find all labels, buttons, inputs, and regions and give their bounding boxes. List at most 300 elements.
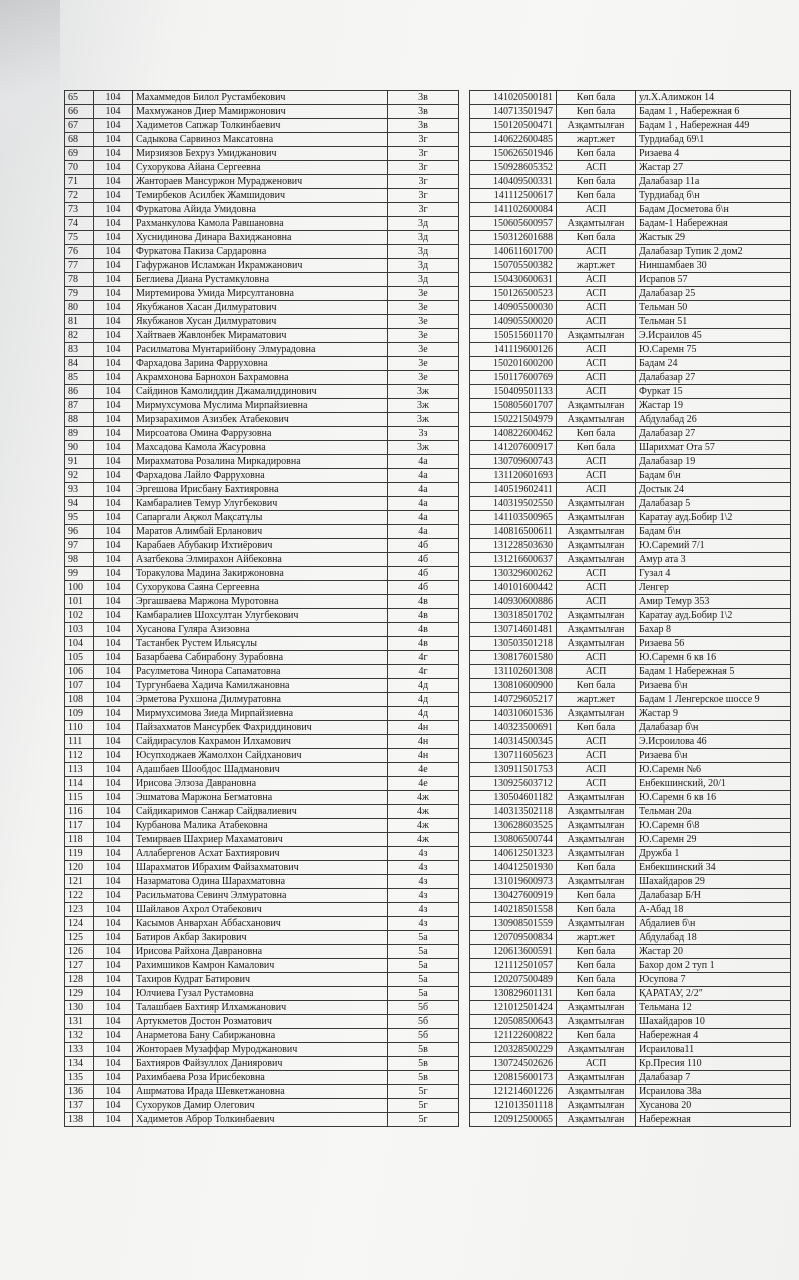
row-number: 87 <box>65 399 94 413</box>
category: Көп бала <box>557 1029 636 1043</box>
category: Азқамтылған <box>557 1085 636 1099</box>
class-grade: 3е <box>388 343 459 357</box>
table-row <box>65 175 791 189</box>
address: Набережная <box>636 1113 791 1127</box>
row-number: 103 <box>65 623 94 637</box>
student-name: Фуркатова Айида Умидовна <box>133 203 388 217</box>
row-number: 123 <box>65 903 94 917</box>
address: Бахар 8 <box>636 623 791 637</box>
address: Ленгер <box>636 581 791 595</box>
address: Абдалиев б\н <box>636 917 791 931</box>
category: Көп бала <box>557 889 636 903</box>
category: Көп бала <box>557 973 636 987</box>
row-number: 120 <box>65 861 94 875</box>
address: Жастык 29 <box>636 231 791 245</box>
address: Ю.Саремн 29 <box>636 833 791 847</box>
column-gap <box>459 1057 470 1071</box>
school-code: 104 <box>94 1085 133 1099</box>
category: Азқамтылған <box>557 1015 636 1029</box>
row-number: 102 <box>65 609 94 623</box>
category: Көп бала <box>557 105 636 119</box>
category: Көп бала <box>557 959 636 973</box>
class-grade: 3г <box>388 161 459 175</box>
column-gap <box>459 889 470 903</box>
row-number: 93 <box>65 483 94 497</box>
address: Ю.Саремн 75 <box>636 343 791 357</box>
category: Азқамтылған <box>557 791 636 805</box>
address: Ю.Саремий 7/1 <box>636 539 791 553</box>
student-name: Бахтияров Файзуллох Даниярович <box>133 1057 388 1071</box>
category: Азқамтылған <box>557 329 636 343</box>
column-gap <box>459 1113 470 1127</box>
table-row <box>65 385 791 399</box>
student-name: Шайлавов Ахрол Отабекович <box>133 903 388 917</box>
table-row <box>65 637 791 651</box>
column-gap <box>459 973 470 987</box>
table-row <box>65 903 791 917</box>
class-grade: 4б <box>388 567 459 581</box>
table-row <box>65 1057 791 1071</box>
row-number: 96 <box>65 525 94 539</box>
address: Далабазар Тупик 2 дом2 <box>636 245 791 259</box>
student-name: Сайдикаримов Санжар Сайдвалиевич <box>133 805 388 819</box>
school-code: 104 <box>94 651 133 665</box>
table-row <box>65 1099 791 1113</box>
class-grade: 4а <box>388 511 459 525</box>
row-number: 105 <box>65 651 94 665</box>
column-gap <box>459 833 470 847</box>
row-number: 84 <box>65 357 94 371</box>
column-gap <box>459 525 470 539</box>
table-row <box>65 399 791 413</box>
table-row <box>65 357 791 371</box>
school-code: 104 <box>94 973 133 987</box>
row-number: 72 <box>65 189 94 203</box>
iin-number: 130925603712 <box>470 777 557 791</box>
table-row <box>65 245 791 259</box>
table-body <box>65 91 791 1127</box>
iin-number: 131120601693 <box>470 469 557 483</box>
table-row <box>65 525 791 539</box>
category: Азқамтылған <box>557 1113 636 1127</box>
address: Ю.Саремн б\8 <box>636 819 791 833</box>
school-code: 104 <box>94 511 133 525</box>
address: Далабазар Б/Н <box>636 889 791 903</box>
address: Абдулабад 18 <box>636 931 791 945</box>
address: Ю.Саремн 6 кв 16 <box>636 651 791 665</box>
school-code: 104 <box>94 567 133 581</box>
category: АСП <box>557 161 636 175</box>
school-code: 104 <box>94 665 133 679</box>
row-number: 112 <box>65 749 94 763</box>
school-code: 104 <box>94 623 133 637</box>
iin-number: 120508500643 <box>470 1015 557 1029</box>
school-code: 104 <box>94 483 133 497</box>
class-grade: 3е <box>388 371 459 385</box>
column-gap <box>459 735 470 749</box>
column-gap <box>459 707 470 721</box>
iin-number: 130714601481 <box>470 623 557 637</box>
category: Азқамтылған <box>557 847 636 861</box>
student-name: Юсупходжаев Жамолхон Сайдханович <box>133 749 388 763</box>
class-grade: 3в <box>388 105 459 119</box>
school-code: 104 <box>94 1029 133 1043</box>
school-code: 104 <box>94 847 133 861</box>
table-row <box>65 105 791 119</box>
school-code: 104 <box>94 707 133 721</box>
category: Көп бала <box>557 175 636 189</box>
table-row <box>65 511 791 525</box>
school-code: 104 <box>94 539 133 553</box>
class-grade: 4е <box>388 763 459 777</box>
school-code: 104 <box>94 945 133 959</box>
iin-number: 150117600769 <box>470 371 557 385</box>
class-grade: 4а <box>388 525 459 539</box>
student-name: Ирисова Элзоза Даврановна <box>133 777 388 791</box>
row-number: 119 <box>65 847 94 861</box>
table-row <box>65 413 791 427</box>
iin-number: 150805601707 <box>470 399 557 413</box>
school-code: 104 <box>94 931 133 945</box>
school-code: 104 <box>94 301 133 315</box>
category: АСП <box>557 483 636 497</box>
student-name: Мирмухсумова Муслима Мирпайзиевна <box>133 399 388 413</box>
iin-number: 140822600462 <box>470 427 557 441</box>
iin-number: 140310601536 <box>470 707 557 721</box>
iin-number: 130329600262 <box>470 567 557 581</box>
school-code: 104 <box>94 987 133 1001</box>
class-grade: 4а <box>388 497 459 511</box>
student-name: Шарахматов Ибрахим Файзахматович <box>133 861 388 875</box>
column-gap <box>459 91 470 105</box>
column-gap <box>459 581 470 595</box>
iin-number: 120815600173 <box>470 1071 557 1085</box>
address: Э.Исроилова 46 <box>636 735 791 749</box>
student-name: Фуркатова Пакиза Сардаровна <box>133 245 388 259</box>
column-gap <box>459 245 470 259</box>
class-grade: 3е <box>388 357 459 371</box>
row-number: 77 <box>65 259 94 273</box>
category: жарт.жет <box>557 133 636 147</box>
column-gap <box>459 861 470 875</box>
student-name: Рахманкулова Камола Равшановна <box>133 217 388 231</box>
address: Бадам 24 <box>636 357 791 371</box>
row-number: 69 <box>65 147 94 161</box>
table-row <box>65 763 791 777</box>
column-gap <box>459 1015 470 1029</box>
row-number: 94 <box>65 497 94 511</box>
iin-number: 140611601700 <box>470 245 557 259</box>
table-row <box>65 973 791 987</box>
column-gap <box>459 497 470 511</box>
column-gap <box>459 959 470 973</box>
category: Азқамтылған <box>557 399 636 413</box>
school-code: 104 <box>94 763 133 777</box>
row-number: 92 <box>65 469 94 483</box>
school-code: 104 <box>94 91 133 105</box>
school-code: 104 <box>94 133 133 147</box>
row-number: 132 <box>65 1029 94 1043</box>
iin-number: 121214601226 <box>470 1085 557 1099</box>
iin-number: 120912500065 <box>470 1113 557 1127</box>
student-name: Торакулова Мадина Закиржоновна <box>133 567 388 581</box>
column-gap <box>459 413 470 427</box>
category: АСП <box>557 273 636 287</box>
column-gap <box>459 315 470 329</box>
address: Ю.Саремн 6 кв 16 <box>636 791 791 805</box>
student-name: Фархадова Лайло Фарруховна <box>133 469 388 483</box>
category: Көп бала <box>557 147 636 161</box>
student-name: Якубжанов Хасан Дилмуратович <box>133 301 388 315</box>
row-number: 122 <box>65 889 94 903</box>
student-name: Сухоруков Дамир Олегович <box>133 1099 388 1113</box>
school-code: 104 <box>94 119 133 133</box>
table-row <box>65 665 791 679</box>
class-grade: 5а <box>388 987 459 1001</box>
table-row <box>65 987 791 1001</box>
column-gap <box>459 469 470 483</box>
column-gap <box>459 791 470 805</box>
school-code: 104 <box>94 357 133 371</box>
school-code: 104 <box>94 875 133 889</box>
address: Турдиабад 69\1 <box>636 133 791 147</box>
class-grade: 4б <box>388 553 459 567</box>
student-name: Садыкова Сарвиноз Максатовна <box>133 133 388 147</box>
table-row <box>65 343 791 357</box>
iin-number: 140323500691 <box>470 721 557 735</box>
address: Бадам-1 Набережная <box>636 217 791 231</box>
address: Далабазар 25 <box>636 287 791 301</box>
class-grade: 4в <box>388 609 459 623</box>
iin-number: 140319502550 <box>470 497 557 511</box>
school-code: 104 <box>94 175 133 189</box>
student-name: Юлчиева Гузал Рустамовна <box>133 987 388 1001</box>
category: жарт.жет <box>557 259 636 273</box>
row-number: 82 <box>65 329 94 343</box>
school-code: 104 <box>94 1015 133 1029</box>
column-gap <box>459 623 470 637</box>
row-number: 104 <box>65 637 94 651</box>
row-number: 71 <box>65 175 94 189</box>
school-code: 104 <box>94 637 133 651</box>
row-number: 116 <box>65 805 94 819</box>
column-gap <box>459 329 470 343</box>
address: Далабазар 5 <box>636 497 791 511</box>
category: Азқамтылған <box>557 609 636 623</box>
column-gap <box>459 1085 470 1099</box>
row-number: 100 <box>65 581 94 595</box>
table-row <box>65 805 791 819</box>
column-gap <box>459 553 470 567</box>
address: Юсупова 7 <box>636 973 791 987</box>
iin-number: 141103500965 <box>470 511 557 525</box>
category: Көп бала <box>557 231 636 245</box>
student-name: Аллабергенов Асхат Бахтиярович <box>133 847 388 861</box>
student-name: Карабаев Абубакир Ихтиёрович <box>133 539 388 553</box>
address: Каратау ауд.Бобир 1\2 <box>636 609 791 623</box>
school-code: 104 <box>94 959 133 973</box>
address: Далабазар 19 <box>636 455 791 469</box>
address: Кр.Пресия 110 <box>636 1057 791 1071</box>
iin-number: 150409501133 <box>470 385 557 399</box>
address: Исраилова11 <box>636 1043 791 1057</box>
iin-number: 140622600485 <box>470 133 557 147</box>
table-row <box>65 917 791 931</box>
address: Абдулабад 26 <box>636 413 791 427</box>
row-number: 91 <box>65 455 94 469</box>
class-grade: 5а <box>388 959 459 973</box>
school-code: 104 <box>94 287 133 301</box>
category: АСП <box>557 735 636 749</box>
school-code: 104 <box>94 1043 133 1057</box>
category: Көп бала <box>557 189 636 203</box>
category: Азқамтылған <box>557 217 636 231</box>
student-name: Мирсоатова Омина Фаррузовна <box>133 427 388 441</box>
class-grade: 3ж <box>388 385 459 399</box>
student-name: Мирзарахимов Азизбек Атабекович <box>133 413 388 427</box>
iin-number: 150626501946 <box>470 147 557 161</box>
iin-number: 141102600084 <box>470 203 557 217</box>
table-row <box>65 469 791 483</box>
column-gap <box>459 427 470 441</box>
student-name: Эргешова Ирисбану Бахтияровна <box>133 483 388 497</box>
class-grade: 4ж <box>388 819 459 833</box>
iin-number: 141207600917 <box>470 441 557 455</box>
school-code: 104 <box>94 343 133 357</box>
student-name: Курбанова Малика Атабековна <box>133 819 388 833</box>
class-grade: 5б <box>388 1001 459 1015</box>
row-number: 76 <box>65 245 94 259</box>
address: Бадам б\н <box>636 469 791 483</box>
class-grade: 5а <box>388 973 459 987</box>
student-name: Сухорукова Саяна Сергеевна <box>133 581 388 595</box>
row-number: 67 <box>65 119 94 133</box>
school-code: 104 <box>94 497 133 511</box>
address: Гузал 4 <box>636 567 791 581</box>
row-number: 108 <box>65 693 94 707</box>
column-gap <box>459 371 470 385</box>
category: Азқамтылған <box>557 553 636 567</box>
class-grade: 3д <box>388 259 459 273</box>
student-name: Хусанова Гуляра Азизовна <box>133 623 388 637</box>
student-name: Касымов Анвархан Аббасханович <box>133 917 388 931</box>
address: Ризаева 4 <box>636 147 791 161</box>
class-grade: 3г <box>388 147 459 161</box>
column-gap <box>459 105 470 119</box>
iin-number: 130503501218 <box>470 637 557 651</box>
class-grade: 3е <box>388 301 459 315</box>
student-name: Фархадова Зарина Фарруховна <box>133 357 388 371</box>
iin-number: 120613600591 <box>470 945 557 959</box>
student-name: Махмужанов Диер Мамиржонович <box>133 105 388 119</box>
column-gap <box>459 259 470 273</box>
category: Азқамтылған <box>557 875 636 889</box>
iin-number: 140930600886 <box>470 595 557 609</box>
iin-number: 140314500345 <box>470 735 557 749</box>
class-grade: 5б <box>388 1029 459 1043</box>
row-number: 110 <box>65 721 94 735</box>
address: Каратау ауд.Бобир 1\2 <box>636 511 791 525</box>
category: Азқамтылған <box>557 917 636 931</box>
column-gap <box>459 483 470 497</box>
iin-number: 130810600900 <box>470 679 557 693</box>
class-grade: 3ж <box>388 399 459 413</box>
student-name: Мирахматова Розалина Миркадировна <box>133 455 388 469</box>
class-grade: 4а <box>388 455 459 469</box>
category: АСП <box>557 371 636 385</box>
column-gap <box>459 651 470 665</box>
iin-number: 120709500834 <box>470 931 557 945</box>
table-row <box>65 819 791 833</box>
class-grade: 4н <box>388 735 459 749</box>
student-name: Камбаралиев Шохсултан Улугбекович <box>133 609 388 623</box>
class-grade: 3г <box>388 133 459 147</box>
table-row <box>65 595 791 609</box>
category: АСП <box>557 651 636 665</box>
row-number: 114 <box>65 777 94 791</box>
category: Азқамтылған <box>557 637 636 651</box>
table-row <box>65 539 791 553</box>
school-code: 104 <box>94 903 133 917</box>
address: Далабазар 27 <box>636 371 791 385</box>
address: Бадам 1 Ленгерское шоссе 9 <box>636 693 791 707</box>
row-number: 99 <box>65 567 94 581</box>
student-name: Маратов Алимбай Ерланович <box>133 525 388 539</box>
iin-number: 130829601131 <box>470 987 557 1001</box>
iin-number: 121013501118 <box>470 1099 557 1113</box>
class-grade: 5б <box>388 1015 459 1029</box>
table-row <box>65 847 791 861</box>
student-name: Пайзахматов Мансурбек Фахриддинович <box>133 721 388 735</box>
student-name: Миртемирова Умида Мирсултановна <box>133 287 388 301</box>
table-row <box>65 567 791 581</box>
column-gap <box>459 903 470 917</box>
category: АСП <box>557 1057 636 1071</box>
category: АСП <box>557 343 636 357</box>
column-gap <box>459 217 470 231</box>
class-grade: 4е <box>388 777 459 791</box>
iin-number: 150515601170 <box>470 329 557 343</box>
school-code: 104 <box>94 595 133 609</box>
class-grade: 3д <box>388 231 459 245</box>
category: Көп бала <box>557 945 636 959</box>
student-name: Тургунбаева Хадича Камилжановна <box>133 679 388 693</box>
school-code: 104 <box>94 917 133 931</box>
row-number: 98 <box>65 553 94 567</box>
table-row <box>65 679 791 693</box>
class-grade: 4н <box>388 721 459 735</box>
address: Ризаева 56 <box>636 637 791 651</box>
address: Жастар 27 <box>636 161 791 175</box>
class-grade: 5г <box>388 1113 459 1127</box>
class-grade: 4а <box>388 483 459 497</box>
row-number: 115 <box>65 791 94 805</box>
student-name: Ирисова Райхона Даврановна <box>133 945 388 959</box>
column-gap <box>459 343 470 357</box>
school-code: 104 <box>94 273 133 287</box>
school-code: 104 <box>94 427 133 441</box>
iin-number: 150312601688 <box>470 231 557 245</box>
category: Азқамтылған <box>557 1071 636 1085</box>
column-gap <box>459 637 470 651</box>
student-name: Артукметов Достон Розматович <box>133 1015 388 1029</box>
table-row <box>65 1043 791 1057</box>
column-gap <box>459 567 470 581</box>
student-name: Талашбаев Бахтияр Илхамжанович <box>133 1001 388 1015</box>
address: Исрапов 57 <box>636 273 791 287</box>
address: Бадам Досметова б\н <box>636 203 791 217</box>
address: Шарихмат Ота 57 <box>636 441 791 455</box>
